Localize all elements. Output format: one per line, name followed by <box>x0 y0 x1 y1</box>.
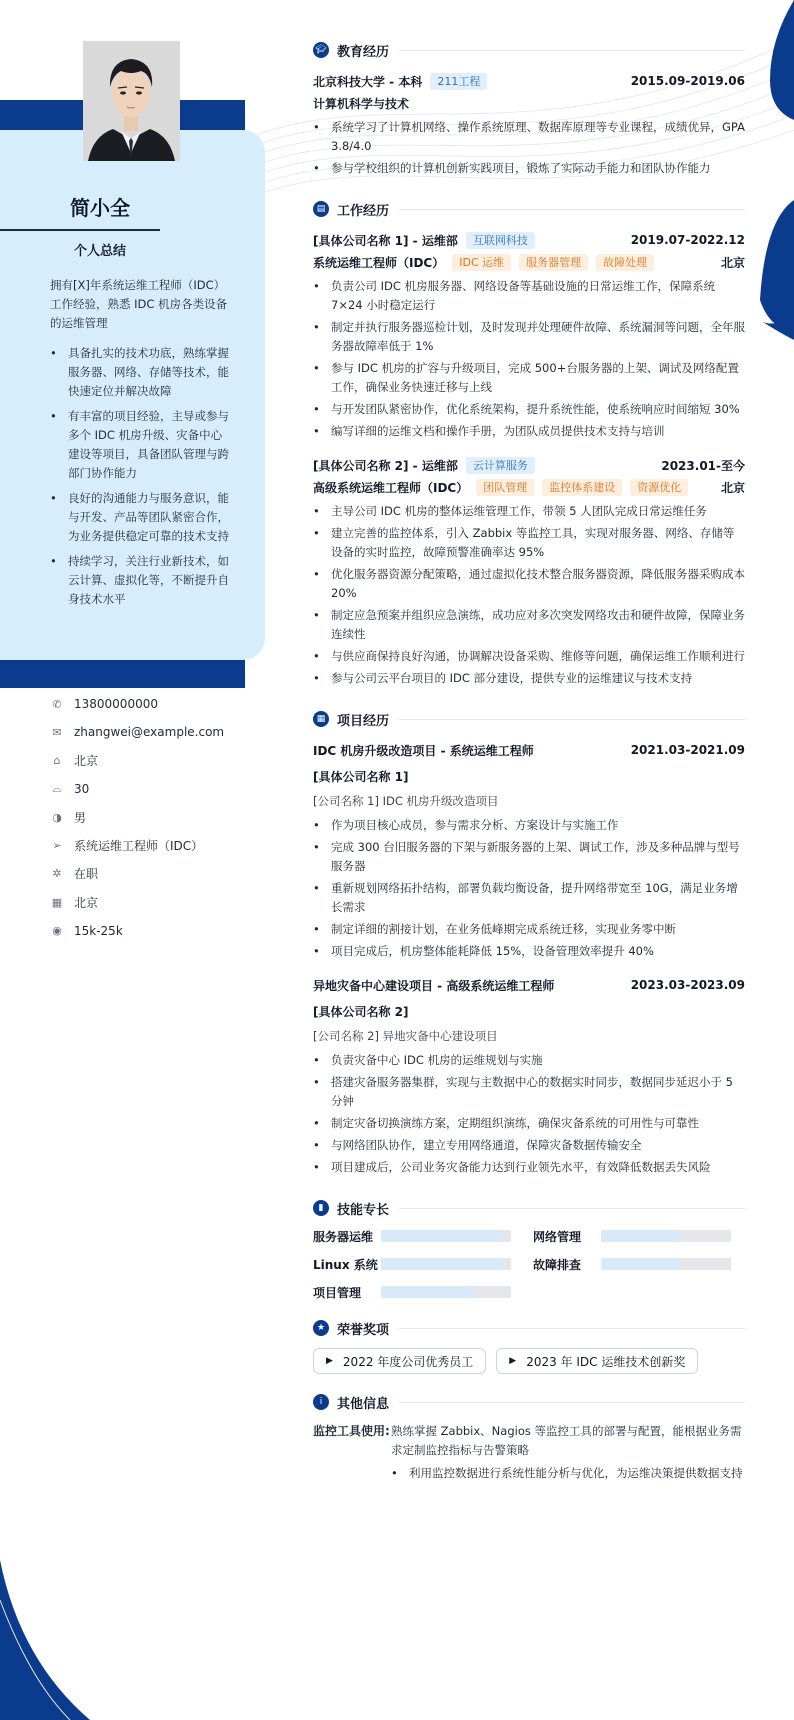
summary-point: • 具备扎实的技术功底，熟练掌握服务器、网络、存储等技术，能快速定位并解决故障 <box>50 344 230 401</box>
education-points <box>313 118 745 178</box>
email-icon: ✉ <box>52 725 62 739</box>
job-point: • 参与公司云平台项目的 IDC 部分建设，提供专业的运维建议与技术支持 <box>313 669 745 688</box>
person-name: 简小全 <box>70 196 130 220</box>
award-icon: ★ <box>313 1320 329 1336</box>
project-point: • 完成 300 台旧服务器的下架与新服务器的上架、调试工作，涉及多种品牌与型号服务器 <box>313 838 745 876</box>
skill-bar-fill <box>601 1258 679 1270</box>
other-text: 熟练掌握 Zabbix、Nagios 等监控工具的部署与配置，能根据业务需求定制监控指标与告警策略 <box>391 1424 742 1457</box>
project-point: • 项目完成后，机房整体能耗降低 15%，设备管理效率提升 40% <box>313 942 745 961</box>
project-company-row <box>313 765 745 787</box>
section-header-other <box>313 1390 745 1414</box>
project-header-row <box>313 974 745 996</box>
award-label: 2022 年度公司优秀员工 <box>342 1354 474 1369</box>
skill-bar <box>381 1258 511 1270</box>
section-header-awards <box>313 1316 745 1340</box>
contact-value: 系统运维工程师（IDC） <box>74 839 204 854</box>
section-divider <box>399 1208 745 1209</box>
contact-value: zhangwei@example.com <box>74 725 225 740</box>
education-row <box>313 70 745 92</box>
job-point: • 主导公司 IDC 机房的整体运维管理工作，带领 5 人团队完成日常运维任务 <box>313 502 745 521</box>
section-title: 工作经历 <box>337 203 390 219</box>
contact-item <box>50 888 250 916</box>
job-point: • 建立完善的监控体系，引入 Zabbix 等监控工具，实现对服务器、网络、存储等设备的实时监控，故障预警准确率达 95% <box>313 524 745 562</box>
job-role: 系统运维工程师（IDC） <box>313 255 445 270</box>
skill-grid <box>313 1228 745 1300</box>
contact-item <box>50 831 250 859</box>
summary-text: 拥有[X]年系统运维工程师（IDC）工作经验，熟悉 IDC 机房各类设备的运维管理 <box>50 278 228 330</box>
summary-list <box>50 344 230 615</box>
project-name: IDC 机房升级改造项目 - 系统运维工程师 <box>313 743 534 758</box>
project-point: • 与网络团队协作，建立专用网络通道，保障灾备数据传输安全 <box>313 1136 745 1155</box>
salary-icon: ◉ <box>52 924 62 938</box>
project-point: • 负责灾备中心 IDC 机房的运维规划与实施 <box>313 1051 745 1070</box>
section-title: 其他信息 <box>337 1396 390 1412</box>
info-icon: i <box>313 1394 329 1410</box>
skill-tag: 团队管理 <box>476 479 534 496</box>
section-divider <box>399 719 745 720</box>
phone-icon: ✆ <box>52 697 62 711</box>
contact-value: 13800000000 <box>74 697 158 712</box>
summary-point: • 有丰富的项目经验，主导或参与多个 IDC 机房升级、灾备中心建设等项目，具备团队管理与跨部门协作能力 <box>50 407 230 483</box>
other-label: 监控工具使用: <box>313 1424 390 1438</box>
skill-bar <box>381 1230 511 1242</box>
project-point: • 制定灾备切换演练方案，定期组织演练，确保灾备系统的可用性与可靠性 <box>313 1114 745 1133</box>
company-name: [具体公司名称 1] - 运维部 <box>313 233 458 248</box>
city-icon: ▦ <box>51 895 63 909</box>
award-item <box>496 1348 698 1374</box>
contact-item <box>50 775 250 803</box>
project-company-row <box>313 1000 745 1022</box>
project-header-row <box>313 739 745 761</box>
skill-name: 项目管理 <box>313 1285 362 1300</box>
job-city: 北京 <box>720 480 745 495</box>
skill-tag: IDC 运维 <box>452 254 511 271</box>
job-role-row <box>313 476 745 498</box>
contact-item <box>50 860 250 888</box>
project-point: • 作为项目核心成员，参与需求分析、方案设计与实施工作 <box>313 816 745 835</box>
contact-item <box>50 916 250 944</box>
contact-value: 在职 <box>74 867 99 882</box>
job-point: • 负责公司 IDC 机房服务器、网络设备等基础设施的日常运维工作，保障系统 7×24 小时稳定运行 <box>313 277 745 315</box>
project-company: [具体公司名称 1] <box>313 769 409 784</box>
graduation-cap-icon: 🎓︎ <box>313 42 329 58</box>
section-title: 教育经历 <box>337 44 390 60</box>
section-title: 项目经历 <box>337 713 390 729</box>
section-header-education <box>313 38 745 62</box>
job-point: • 与供应商保持良好沟通，协调解决设备采购、维修等问题，确保运维工作顺利进行 <box>313 647 745 666</box>
section-header-work <box>313 197 745 221</box>
other-points <box>391 1464 745 1483</box>
summary-point: • 持续学习，关注行业新技术，如云计算、虚拟化等，不断提升自身技术水平 <box>50 552 230 609</box>
education-point: • 系统学习了计算机网络、操作系统原理、数据库原理等专业课程，成绩优异，GPA 3.8/4.0 <box>313 118 745 156</box>
job-point: • 编写详细的运维文档和操作手册，为团队成员提供技术支持与培训 <box>313 422 745 441</box>
profile-photo <box>83 41 180 161</box>
project-points <box>313 816 745 961</box>
company-name: [具体公司名称 2] - 运维部 <box>313 458 458 473</box>
project-point: • 制定详细的割接计划，在业务低峰期完成系统迁移，实现业务零中断 <box>313 920 745 939</box>
contact-item <box>50 747 250 775</box>
skill-item <box>533 1228 733 1244</box>
contact-value: 30 <box>74 782 90 797</box>
section-header-projects <box>313 707 745 731</box>
summary-title: 个人总结 <box>73 244 126 259</box>
job-header-row <box>313 229 745 251</box>
industry-tag: 云计算服务 <box>466 457 535 474</box>
award-item <box>313 1348 486 1374</box>
skill-tag: 资源优化 <box>630 479 688 496</box>
skill-item <box>313 1256 533 1272</box>
section-title: 技能专长 <box>337 1202 390 1218</box>
job-city: 北京 <box>720 255 745 270</box>
section-divider <box>399 1402 745 1403</box>
skill-item <box>313 1284 533 1300</box>
project-list <box>313 739 745 1177</box>
section-title: 荣誉奖项 <box>337 1322 390 1338</box>
status-icon: ✲ <box>52 867 62 881</box>
position-icon: ➢ <box>52 839 62 853</box>
education-point: • 参与学校组织的计算机创新实践项目，锻炼了实际动手能力和团队协作能力 <box>313 159 745 178</box>
skill-bar <box>601 1258 731 1270</box>
industry-tag: 互联网科技 <box>466 232 535 249</box>
skill-bar-fill <box>381 1286 475 1298</box>
right-column <box>313 38 745 1486</box>
contact-value: 北京 <box>74 754 99 769</box>
grid-icon: ▦ <box>313 711 329 727</box>
job-header-row <box>313 454 745 476</box>
project-point: • 重新规划网络拓扑结构，部署负载均衡设备，提升网络带宽至 10G，满足业务增长需求 <box>313 879 745 917</box>
project-company: [具体公司名称 2] <box>313 1004 409 1019</box>
contact-value: 15k-25k <box>74 923 123 938</box>
job-point: • 优化服务器资源分配策略，通过虚拟化技术整合服务器资源，降低服务器采购成本 20% <box>313 565 745 603</box>
gender-icon: ◑ <box>52 810 62 824</box>
project-point: • 搭建灾备服务器集群，实现与主数据中心的数据实时同步，数据同步延迟小于 5 分钟 <box>313 1073 745 1111</box>
left-column <box>0 0 265 1720</box>
school-name: 北京科技大学 - 本科 <box>313 74 423 89</box>
bar-chart-icon: ▮ <box>313 1200 329 1216</box>
project-desc: [公司名称 1] IDC 机房升级改造项目 <box>313 794 499 808</box>
skill-bar <box>601 1230 731 1242</box>
contact-item <box>50 803 250 831</box>
job-date: 2019.07-2022.12 <box>630 233 745 247</box>
education-date: 2015.09-2019.06 <box>630 74 745 88</box>
section-divider <box>399 1328 745 1329</box>
contact-value: 男 <box>74 810 87 825</box>
section-header-skills <box>313 1196 745 1220</box>
skill-tag: 服务器管理 <box>519 254 588 271</box>
contact-item <box>50 690 250 718</box>
skill-name: Linux 系统 <box>313 1257 378 1272</box>
job-list <box>313 229 745 688</box>
project-date: 2021.03-2021.09 <box>630 743 745 757</box>
skill-tag: 故障处理 <box>596 254 654 271</box>
play-icon: ▶ <box>326 1356 333 1366</box>
summary-point: • 良好的沟通能力与服务意识，能与开发、产品等团队紧密合作，为业务提供稳定可靠的技术支持 <box>50 489 230 546</box>
briefcase-icon: ▤ <box>313 201 329 217</box>
skill-item <box>313 1228 533 1244</box>
job-point: • 制定应急预案并组织应急演练，成功应对多次突发网络攻击和硬件故障，保障业务连续性 <box>313 606 745 644</box>
skill-bar-fill <box>381 1258 501 1270</box>
home-icon: ⌂ <box>53 754 61 768</box>
job-point: • 制定并执行服务器巡检计划，及时发现并处理硬件故障、系统漏洞等问题，全年服务器故障率低于 1% <box>313 318 745 356</box>
school-tag: 211工程 <box>430 73 487 90</box>
skill-bar <box>381 1286 511 1298</box>
other-row <box>313 1422 745 1460</box>
contact-value: 北京 <box>74 895 99 910</box>
play-icon: ▶ <box>509 1356 517 1366</box>
age-icon: ⌓ <box>52 782 62 796</box>
job-points <box>313 502 745 688</box>
section-divider <box>399 209 745 210</box>
section-divider <box>399 50 745 51</box>
project-name: 异地灾备中心建设项目 - 高级系统运维工程师 <box>313 978 555 993</box>
contact-list <box>50 690 250 945</box>
job-point: • 与开发团队紧密协作，优化系统架构，提升系统性能，使系统响应时间缩短 30% <box>313 400 745 419</box>
award-list <box>313 1348 745 1374</box>
skill-bar-fill <box>381 1230 501 1242</box>
skill-name: 服务器运维 <box>313 1229 374 1244</box>
project-date: 2023.03-2023.09 <box>630 978 745 992</box>
job-role: 高级系统运维工程师（IDC） <box>313 480 469 495</box>
major: 计算机科学与技术 <box>313 96 410 111</box>
award-label: 2023 年 IDC 运维技术创新奖 <box>526 1354 686 1369</box>
job-role-row <box>313 251 745 273</box>
skill-name: 网络管理 <box>533 1229 582 1244</box>
other-point: • 利用监控数据进行系统性能分析与优化，为运维决策提供数据支持 <box>391 1464 745 1483</box>
project-desc: [公司名称 2] 异地灾备中心建设项目 <box>313 1029 498 1043</box>
skill-bar-fill <box>601 1230 679 1242</box>
skill-item <box>533 1256 733 1272</box>
job-points <box>313 277 745 441</box>
name-underline <box>0 229 160 231</box>
contact-item <box>50 718 250 746</box>
skill-tag: 监控体系建设 <box>542 479 622 496</box>
job-date: 2023.01-至今 <box>661 458 745 473</box>
skill-name: 故障排查 <box>533 1257 582 1272</box>
project-point: • 项目建成后，公司业务灾备能力达到行业领先水平，有效降低数据丢失风险 <box>313 1158 745 1177</box>
job-point: • 参与 IDC 机房的扩容与升级项目，完成 500+台服务器的上架、调试及网络配置工作，确保业务快速迁移与上线 <box>313 359 745 397</box>
project-points <box>313 1051 745 1177</box>
